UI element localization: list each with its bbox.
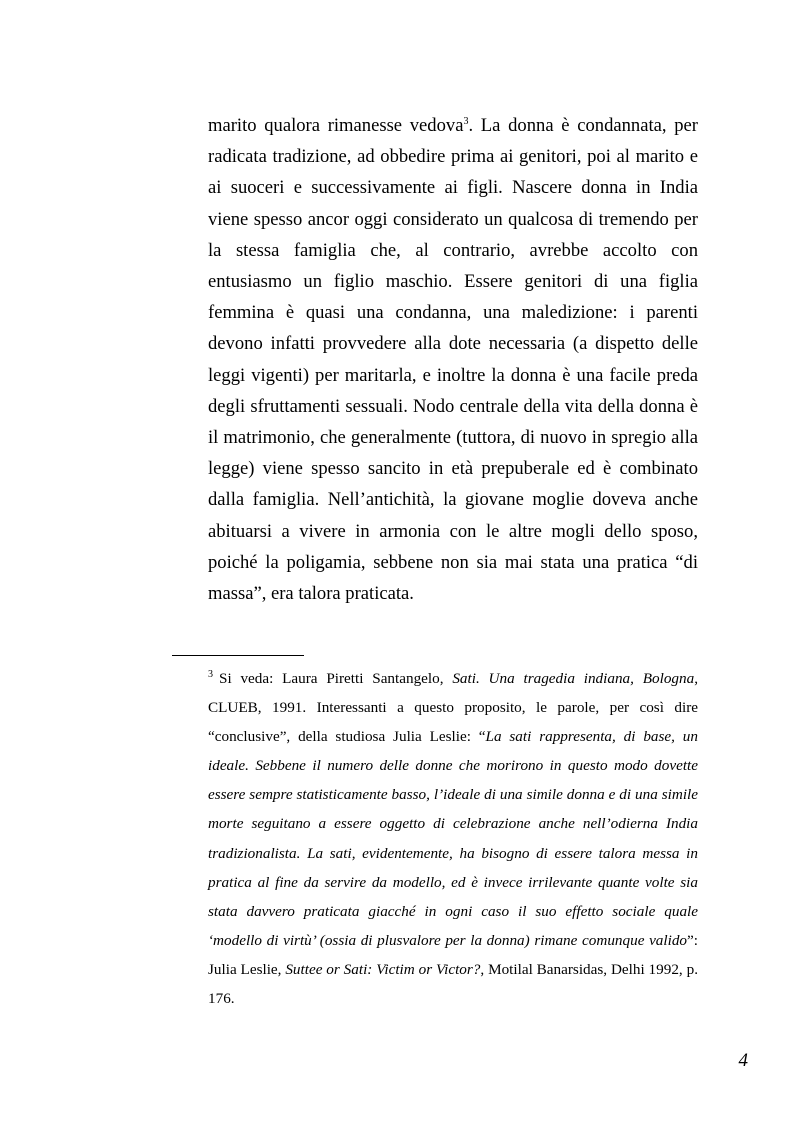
body-paragraph — [208, 110, 698, 609]
footnote-reference[interactable]: 3 — [463, 115, 469, 127]
footnote-separator — [172, 655, 304, 656]
footnote-text-3: ”: Julia Leslie, — [208, 931, 698, 978]
footnote-title-suttee: Suttee or Sati: Victim or Victor? — [285, 960, 481, 978]
footnote-text-2: , CLUEB, 1991. Interessanti a questo proposito, le parole, per così dire “conclusive”, della studiosa Julia Leslie: “ — [208, 670, 698, 746]
body-text-rest: . La donna è condannata, per radicata tradizione, ad obbedire prima ai genitori, poi al marito e ai suoceri e successivamente ai figli. Nascere donna in India viene spesso ancor oggi considerato un qualcosa di tremendo per la stessa famiglia che, al contrario, avrebbe accolto con entusiasmo un figlio maschio. Essere genitori di una figlia femmina è quasi una condanna, una maledizione: i parenti devono infatti provvedere alla dote necessaria (a dispetto delle leggi vigenti) per maritarla, e inoltre la donna è una facile preda degli sfruttamenti sessuali. Nodo centrale della vita della donna è il matrimonio, che generalmente (tuttora, di nuovo in spregio alla legge) viene spesso sancito in età prepuberale ed è combinato dalla famiglia. Nell’antichità, la giovane moglie doveva anche abituarsi a vivere in armonia con le altre mogli dello sposo, poiché la poligamia, sebbene non sia mai stata una pratica “di massa”, era talora praticata. — [208, 115, 698, 605]
footnote-quote: La sati rappresenta, di base, un ideale. Sebbene il numero delle donne che morirono in questo modo dovette essere sempre statisticamente basso, l’ideale di una simile donna e di una simile morte seguitano a essere oggetto di celebrazione anche nell’odierna India tradizionalista. La sati, evidentemente, ha bisogno di essere talora messa in pratica al fine da servire da modello, ed è invece irrilevante quante volte sia stata davvero praticata giacché in ogni caso il suo effetto sociale quale ‘modello di virtù’ (ossia di plusvalore per la donna) rimane comunque valido — [208, 728, 698, 949]
footnote-text-1: Si veda: Laura Piretti Santangelo, — [219, 670, 453, 687]
footnote-mark: 3 — [208, 668, 213, 680]
footnote — [208, 664, 698, 1013]
footnote-title-sati: Sati. Una tragedia indiana, Bologna — [452, 670, 695, 687]
page-number: 4 — [738, 1050, 748, 1071]
body-text-start: marito qualora rimanesse vedova — [208, 115, 464, 136]
footnote-text-4: , Motilal Banarsidas, Delhi 1992, p. 176. — [208, 960, 698, 1008]
